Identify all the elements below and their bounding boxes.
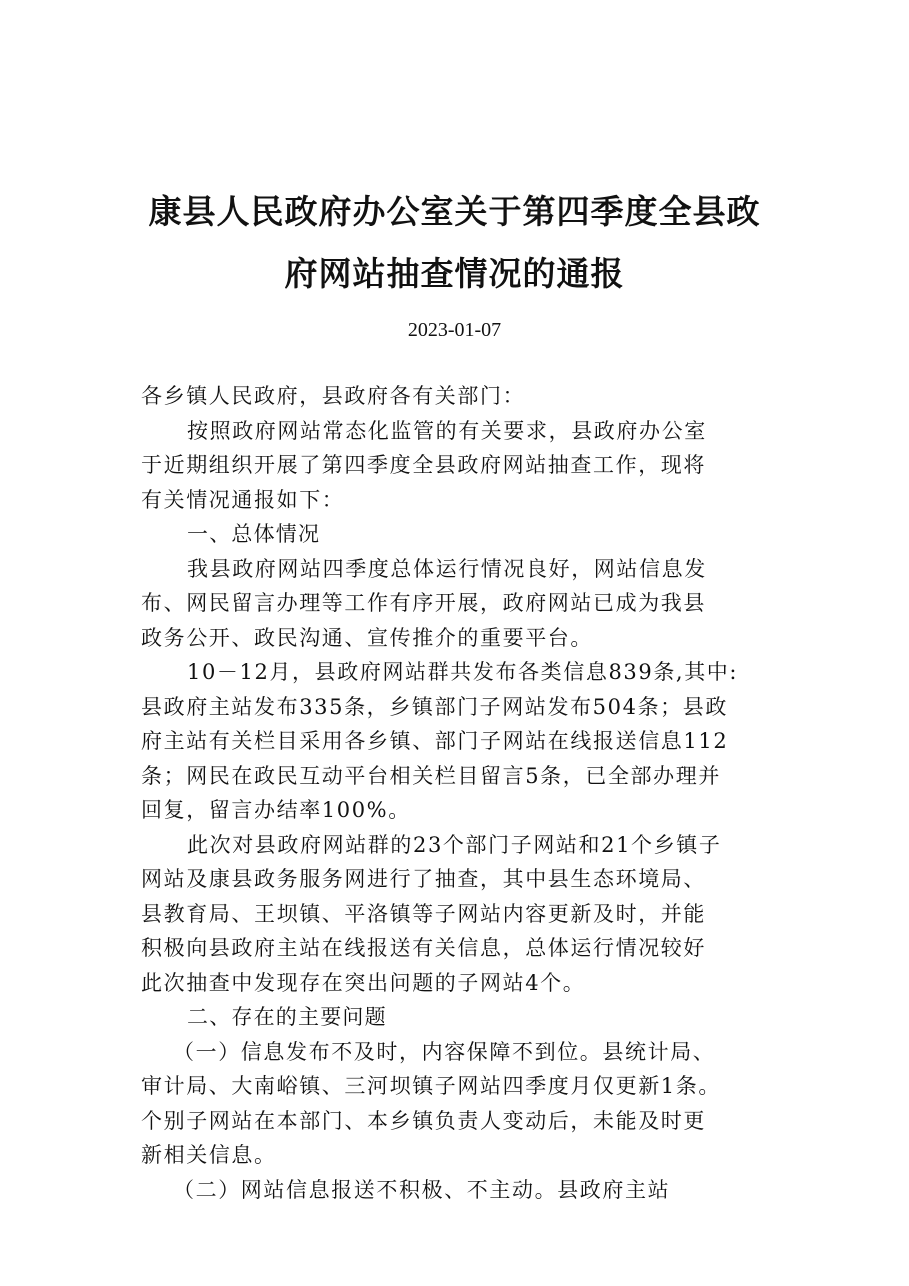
paragraph-line: 个别子网站在本部门、本乡镇负责人变动后，未能及时更 [141, 1108, 706, 1133]
paragraph-line: 于近期组织开展了第四季度全县政府网站抽查工作，现将 [141, 453, 706, 477]
paragraph-line: 此次抽查中发现存在突出问题的子网站4个。 [141, 970, 586, 995]
paragraph-line: 按照政府网站常态化监管的有关要求，县政府办公室 [187, 418, 707, 443]
paragraph-line: 我县政府网站四季度总体运行情况良好，网站信息发 [187, 556, 707, 581]
paragraph-line: 新相关信息。 [141, 1143, 277, 1167]
paragraph-line: 政务公开、政民沟通、宣传推介的重要平台。 [141, 625, 593, 650]
section-heading-problems: 二、存在的主要问题 [187, 1005, 387, 1029]
section-heading-overview: 一、总体情况 [187, 522, 321, 546]
salutation: 各乡镇人民政府，县政府各有关部门： [141, 384, 526, 408]
paragraph-line: 回复，留言办结率100%。 [141, 798, 411, 822]
paragraph-line: 府主站有关栏目采用各乡镇、部门子网站在线报送信息112 [141, 729, 729, 753]
paragraph-line: 条；网民在政民互动平台相关栏目留言5条，已全部办理并 [141, 763, 721, 788]
paragraph-line: 布、网民留言办理等工作有序开展，政府网站已成为我县 [141, 591, 706, 615]
paragraph-line: 县政府主站发布335条，乡镇部门子网站发布504条；县政 [141, 694, 728, 719]
document-title-line-1: 康县人民政府办公室关于第四季度全县政 [148, 192, 761, 231]
paragraph-line: 10－12月，县政府网站群共发布各类信息839条,其中: [187, 660, 739, 684]
document-title-line-2: 府网站抽查情况的通报 [284, 254, 625, 293]
paragraph-line: （二）网站信息报送不积极、不主动。县政府主站 [173, 1177, 671, 1202]
paragraph-line: 积极向县政府主站在线报送有关信息，总体运行情况较好 [141, 936, 706, 960]
paragraph-line: 审计局、大南峪镇、三河坝镇子网站四季度月仅更新1条。 [141, 1074, 721, 1098]
paragraph-line: （一）信息发布不及时，内容保障不到位。县统计局、 [173, 1039, 716, 1064]
document-body [141, 379, 773, 1207]
paragraph-line: 县教育局、王坝镇、平洛镇等子网站内容更新及时，并能 [141, 901, 706, 926]
paragraph-line: 网站及康县政务服务网进行了抽查，其中县生态环境局、 [141, 867, 706, 891]
document-date: 2023-01-07 [407, 319, 502, 341]
paragraph-line: 此次对县政府网站群的23个部门子网站和21个乡镇子 [187, 832, 722, 857]
paragraph-line: 有关情况通报如下： [141, 487, 345, 512]
